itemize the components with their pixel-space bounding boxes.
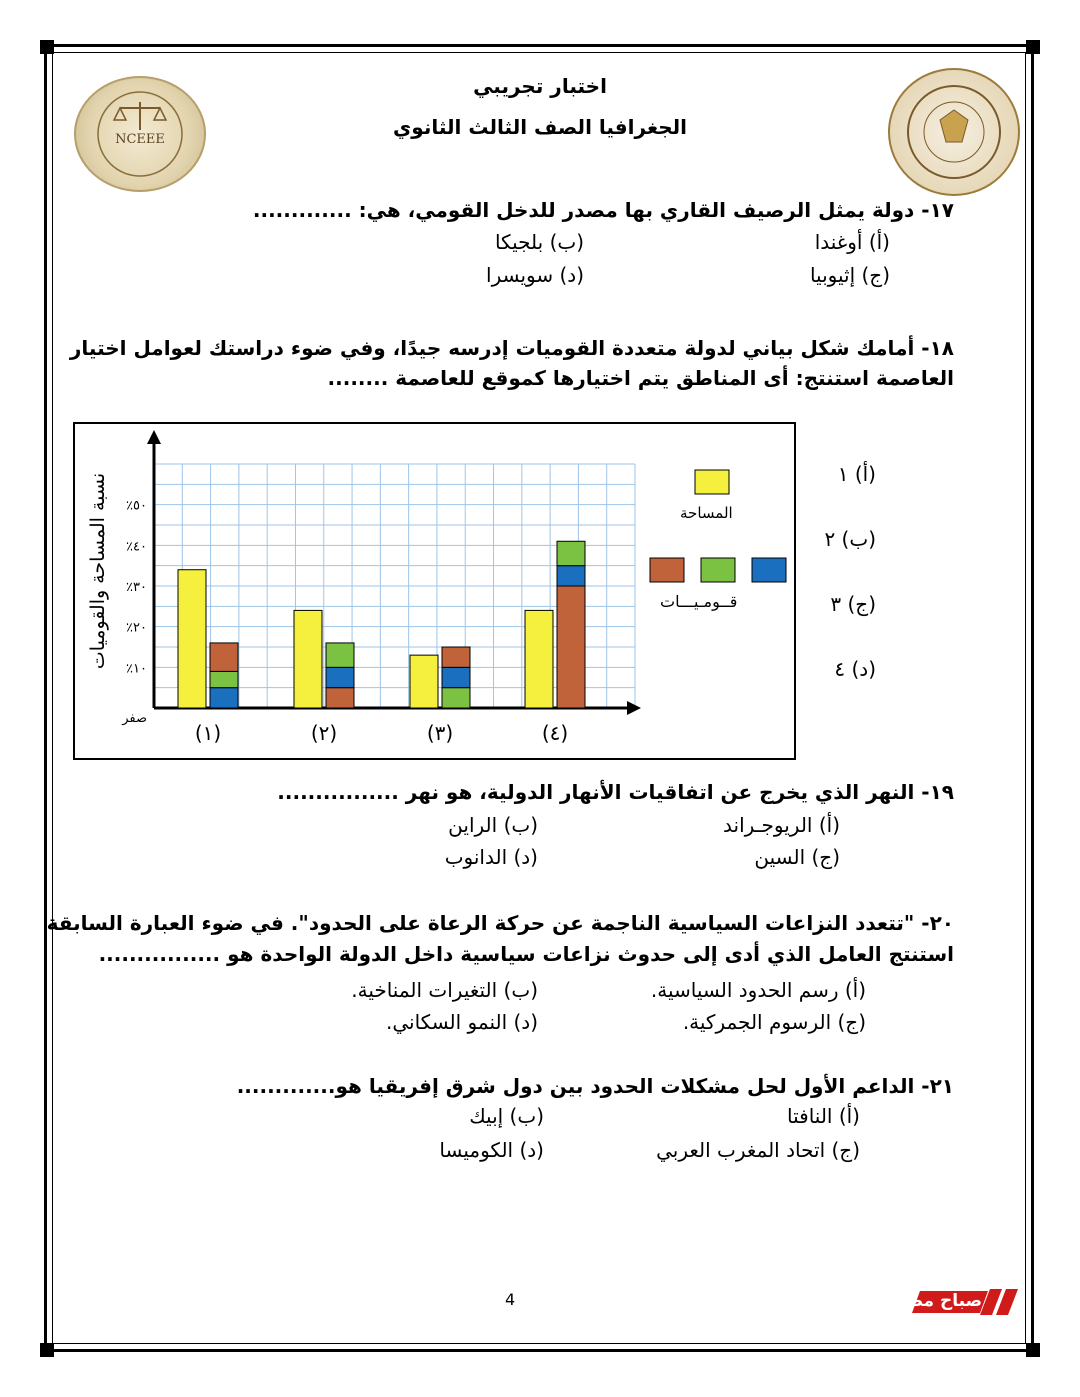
bar-segment bbox=[326, 688, 354, 708]
question-17: ١٧- دولة يمثل الرصيف القاري بها مصدر للدخل القومي، هي: ............. bbox=[252, 198, 954, 222]
ministry-seal-logo bbox=[888, 68, 1020, 196]
q21-option-a: (أ) النافتا bbox=[787, 1104, 860, 1128]
question-19: ١٩- النهر الذي يخرج عن اتفاقيات الأنهار الدولية، هو نهر ................ bbox=[277, 780, 954, 804]
q18-option-a: (أ) ١ bbox=[837, 462, 876, 486]
bar-area bbox=[178, 570, 206, 708]
q21-option-b: (ب) إبيك bbox=[469, 1104, 544, 1128]
q20-option-d: (د) النمو السكاني. bbox=[385, 1010, 538, 1034]
q20-option-a: (أ) رسم الحدود السياسية. bbox=[650, 978, 866, 1002]
q18-option-c: (ج) ٣ bbox=[830, 592, 876, 616]
q21-option-d: (د) الكوميسا bbox=[439, 1138, 544, 1162]
border-corner bbox=[40, 40, 54, 54]
q20-option-c: (ج) الرسوم الجمركية. bbox=[682, 1010, 866, 1034]
bar-area bbox=[525, 610, 553, 708]
x-tick-label: (٢) bbox=[310, 721, 338, 745]
border-corner bbox=[1026, 40, 1040, 54]
border-corner bbox=[40, 1343, 54, 1357]
y-tick-label: ٪١٠ bbox=[126, 661, 147, 677]
q19-option-c: (ج) السين bbox=[754, 845, 840, 869]
question-18-line2: العاصمة استنتج: أى المناطق يتم اختيارها كموقع للعاصمة ........ bbox=[327, 366, 954, 390]
legend-swatch-blue bbox=[752, 558, 786, 582]
legend-swatch-area bbox=[695, 470, 729, 494]
legend-label-groups: قــومـيـــات bbox=[660, 592, 738, 611]
q19-option-b: (ب) الراين bbox=[448, 813, 538, 837]
y-tick-label: ٪٥٠ bbox=[126, 498, 147, 514]
nceee-logo-text: NCEEE bbox=[115, 132, 165, 147]
legend-swatch-brown bbox=[650, 558, 684, 582]
x-tick-label: (١) bbox=[194, 721, 222, 745]
border-corner bbox=[1026, 1343, 1040, 1357]
chart-canvas bbox=[75, 424, 794, 758]
q20-option-b: (ب) التغيرات المناخية. bbox=[351, 978, 538, 1002]
q17-option-c: (ج) إثيوبيا bbox=[809, 263, 890, 287]
bar-segment bbox=[442, 647, 470, 667]
q19-option-a: (أ) الريوجـراند bbox=[723, 813, 840, 837]
legend-swatch-green bbox=[701, 558, 735, 582]
y-axis-label: نسبة المساحة والقوميات bbox=[87, 472, 109, 670]
q17-option-a: (أ) أوغندا bbox=[814, 230, 890, 254]
brand-text: صباح مصر bbox=[896, 1291, 982, 1311]
bar-segment bbox=[210, 671, 238, 687]
q18-option-d: (د) ٤ bbox=[834, 657, 876, 681]
y-tick-label: ٪٣٠ bbox=[126, 580, 147, 595]
exam-subtitle: الجغرافيا الصف الثالث الثانوي bbox=[392, 115, 688, 139]
y-axis-arrow bbox=[147, 430, 161, 444]
bar-segment bbox=[210, 688, 238, 708]
bar-area bbox=[294, 610, 322, 708]
bar-segment bbox=[326, 667, 354, 687]
y-tick-label: صفر bbox=[122, 711, 147, 726]
q19-option-d: (د) الدانوب bbox=[444, 845, 538, 869]
bar-segment bbox=[326, 643, 354, 667]
nceee-seal-logo bbox=[74, 76, 206, 192]
bar-segment bbox=[557, 566, 585, 586]
bar-segment bbox=[557, 586, 585, 708]
legend-label-area: المساحة bbox=[680, 504, 733, 522]
q21-option-c: (ج) اتحاد المغرب العربي bbox=[656, 1138, 860, 1162]
bar-segment bbox=[442, 667, 470, 687]
question-20-line2: استنتج العامل الذي أدى إلى حدوث نزاعات سياسية داخل الدولة الواحدة هو ................ bbox=[98, 942, 954, 966]
question-21: ٢١- الداعم الأول لحل مشكلات الحدود بين دول شرق إفريقيا هو............. bbox=[236, 1074, 954, 1098]
question-20-line1: ٢٠- "تتعدد النزاعات السياسية الناجمة عن حركة الرعاة على الحدود". في ضوء العبارة السابقة bbox=[46, 911, 954, 935]
x-tick-label: (٣) bbox=[426, 721, 454, 745]
bar-segment bbox=[557, 541, 585, 565]
bar-chart bbox=[73, 422, 796, 760]
x-tick-label: (٤) bbox=[541, 721, 569, 745]
page-number: 4 bbox=[505, 1290, 516, 1309]
q18-option-b: (ب) ٢ bbox=[824, 527, 876, 551]
q17-option-b: (ب) بلجيكا bbox=[494, 230, 584, 254]
y-tick-label: ٪٤٠ bbox=[126, 539, 147, 555]
q17-option-d: (د) سويسرا bbox=[486, 263, 584, 287]
bar-segment bbox=[210, 643, 238, 671]
bar-area bbox=[410, 655, 438, 708]
x-axis-arrow bbox=[627, 701, 641, 715]
y-tick-label: ٪٢٠ bbox=[126, 620, 147, 636]
exam-title: اختبار تجريبي bbox=[473, 74, 607, 98]
question-18-line1: ١٨- أمامك شكل بياني لدولة متعددة القوميات إدرسه جيدًا، وفي ضوء دراستك لعوامل اختيار bbox=[69, 336, 954, 360]
eagle-emblem-icon bbox=[890, 70, 1018, 194]
bar-segment bbox=[442, 688, 470, 708]
brand-watermark bbox=[860, 1285, 1025, 1319]
